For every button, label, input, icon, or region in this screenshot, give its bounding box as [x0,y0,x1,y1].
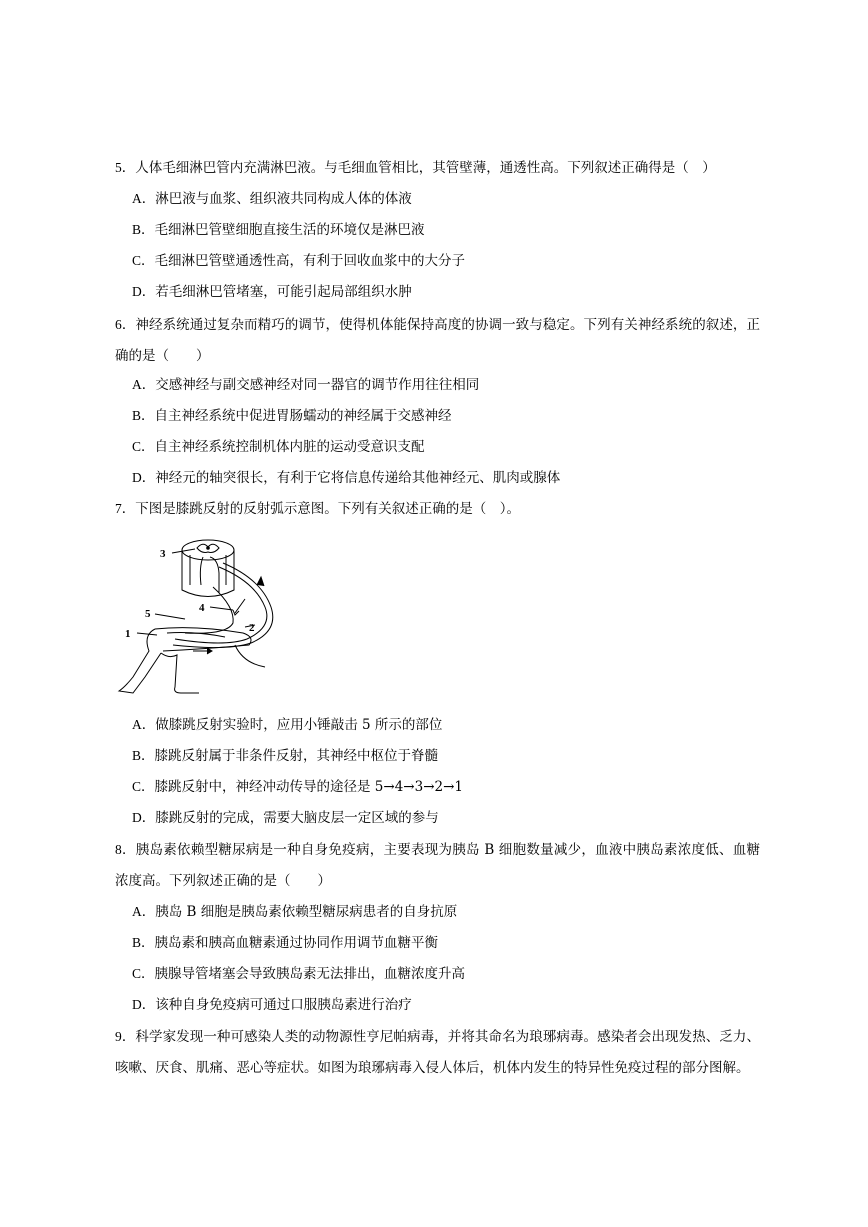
option-text: 膝跳反射中，神经冲动传导的途径是 5→4→3→2→1 [154,779,463,795]
option-text: 胰腺导管堵塞会导致胰岛素无法排出，血糖浓度升高 [154,966,466,982]
question-8-option-c [132,964,752,984]
figure-label-2: 2 [249,622,255,634]
question-7-option-c [132,777,752,797]
question-5-stem [115,158,760,178]
question-9-stem [115,1021,760,1084]
question-text: 神经系统通过复杂而精巧的调节，使得机体能保持高度的协调一致与稳定。下列有关神经系统的叙述，正确的是（ ） [115,317,761,364]
question-8-option-b [132,933,752,953]
knee-jerk-reflex-arc-figure [115,527,280,697]
reflex-arc-diagram [115,527,280,697]
option-text: 交感神经与副交感神经对同一器官的调节作用往往相同 [155,377,480,393]
option-text: 毛细淋巴管壁通透性高，有利于回收血浆中的大分子 [154,253,466,269]
option-text: 做膝跳反射实验时，应用小锤敲击 5 所示的部位 [155,717,443,733]
question-8-stem [115,834,760,897]
question-5-option-d [132,282,752,302]
option-letter: C． [132,779,155,794]
question-text: 胰岛素依赖型糖尿病是一种自身免疫病，主要表现为胰岛 B 细胞数量减少，血液中胰岛素浓度低、血糖浓度高。下列叙述正确的是（ ） [115,842,760,889]
question-number: 9． [115,1029,136,1044]
question-number: 8． [115,842,136,857]
option-letter: C． [132,253,155,268]
option-text: 膝跳反射属于非条件反射，其神经中枢位于脊髓 [154,748,439,764]
question-6-option-d [132,468,752,488]
option-letter: B． [132,408,155,423]
question-6-option-b [132,406,752,426]
option-text: 胰岛素和胰高血糖素通过协同作用调节血糖平衡 [154,935,439,951]
question-5-option-c [132,251,752,271]
option-text: 膝跳反射的完成，需要大脑皮层一定区域的参与 [155,810,439,826]
option-text: 毛细淋巴管壁细胞直接生活的环境仅是淋巴液 [154,222,425,238]
question-6-stem [115,309,760,372]
question-5-option-a [132,189,752,209]
question-7-stem [115,499,760,519]
question-text: 科学家发现一种可感染人类的动物源性亨尼帕病毒，并将其命名为琅琊病毒。感染者会出现发热、乏力、咳嗽、厌食、肌痛、恶心等症状。如图为琅琊病毒入侵人体后，机体内发生的特异性免疫过程的部分图解。 [115,1029,761,1076]
option-text: 自主神经系统中促进胃肠蠕动的神经属于交感神经 [154,408,452,424]
option-letter: A． [132,904,156,919]
option-letter: B． [132,748,155,763]
spinal-cord-drawing [182,540,234,597]
figure-label-3: 3 [160,548,166,560]
option-text: 淋巴液与血浆、组织液共同构成人体的体液 [155,191,412,207]
option-text: 若毛细淋巴管堵塞，可能引起局部组织水肿 [155,284,412,300]
question-7-option-a [132,715,752,735]
option-letter: C． [132,439,155,454]
label-leader-lines [137,549,255,635]
option-text: 胰岛 B 细胞是胰岛素依赖型糖尿病患者的自身抗原 [155,904,458,920]
question-8-option-a [132,902,752,922]
figure-label-4: 4 [199,602,205,614]
option-letter: A． [132,191,156,206]
question-text: 下图是膝跳反射的反射弧示意图。下列有关叙述正确的是（ ）。 [135,501,520,517]
option-letter: A． [132,717,156,732]
figure-label-5: 5 [145,608,151,620]
option-letter: C． [132,966,155,981]
question-5-option-b [132,220,752,240]
option-text: 该种自身免疫病可通过口服胰岛素进行治疗 [155,997,412,1013]
question-number: 6． [115,317,136,332]
figure-label-1: 1 [125,628,131,640]
question-number: 7． [115,501,136,516]
question-6-option-c [132,437,752,457]
option-letter: D． [132,470,156,485]
option-letter: D． [132,284,156,299]
option-letter: D． [132,810,156,825]
question-7-option-b [132,746,752,766]
question-8-option-d [132,995,752,1015]
option-text: 神经元的轴突很长，有利于它将信息传递给其他神经元、肌肉或腺体 [155,470,561,486]
option-letter: A． [132,377,156,392]
leg-drawing [119,628,265,693]
question-number: 5． [115,160,136,175]
question-7-option-d [132,808,752,828]
option-letter: B． [132,935,155,950]
option-letter: D． [132,997,156,1012]
option-letter: B． [132,222,155,237]
question-6-option-a [132,375,752,395]
option-text: 自主神经系统控制机体内脏的运动受意识支配 [154,439,425,455]
question-text: 人体毛细淋巴管内充满淋巴液。与毛细血管相比，其管壁薄，通透性高。下列叙述正确得是（ ） [135,160,716,176]
